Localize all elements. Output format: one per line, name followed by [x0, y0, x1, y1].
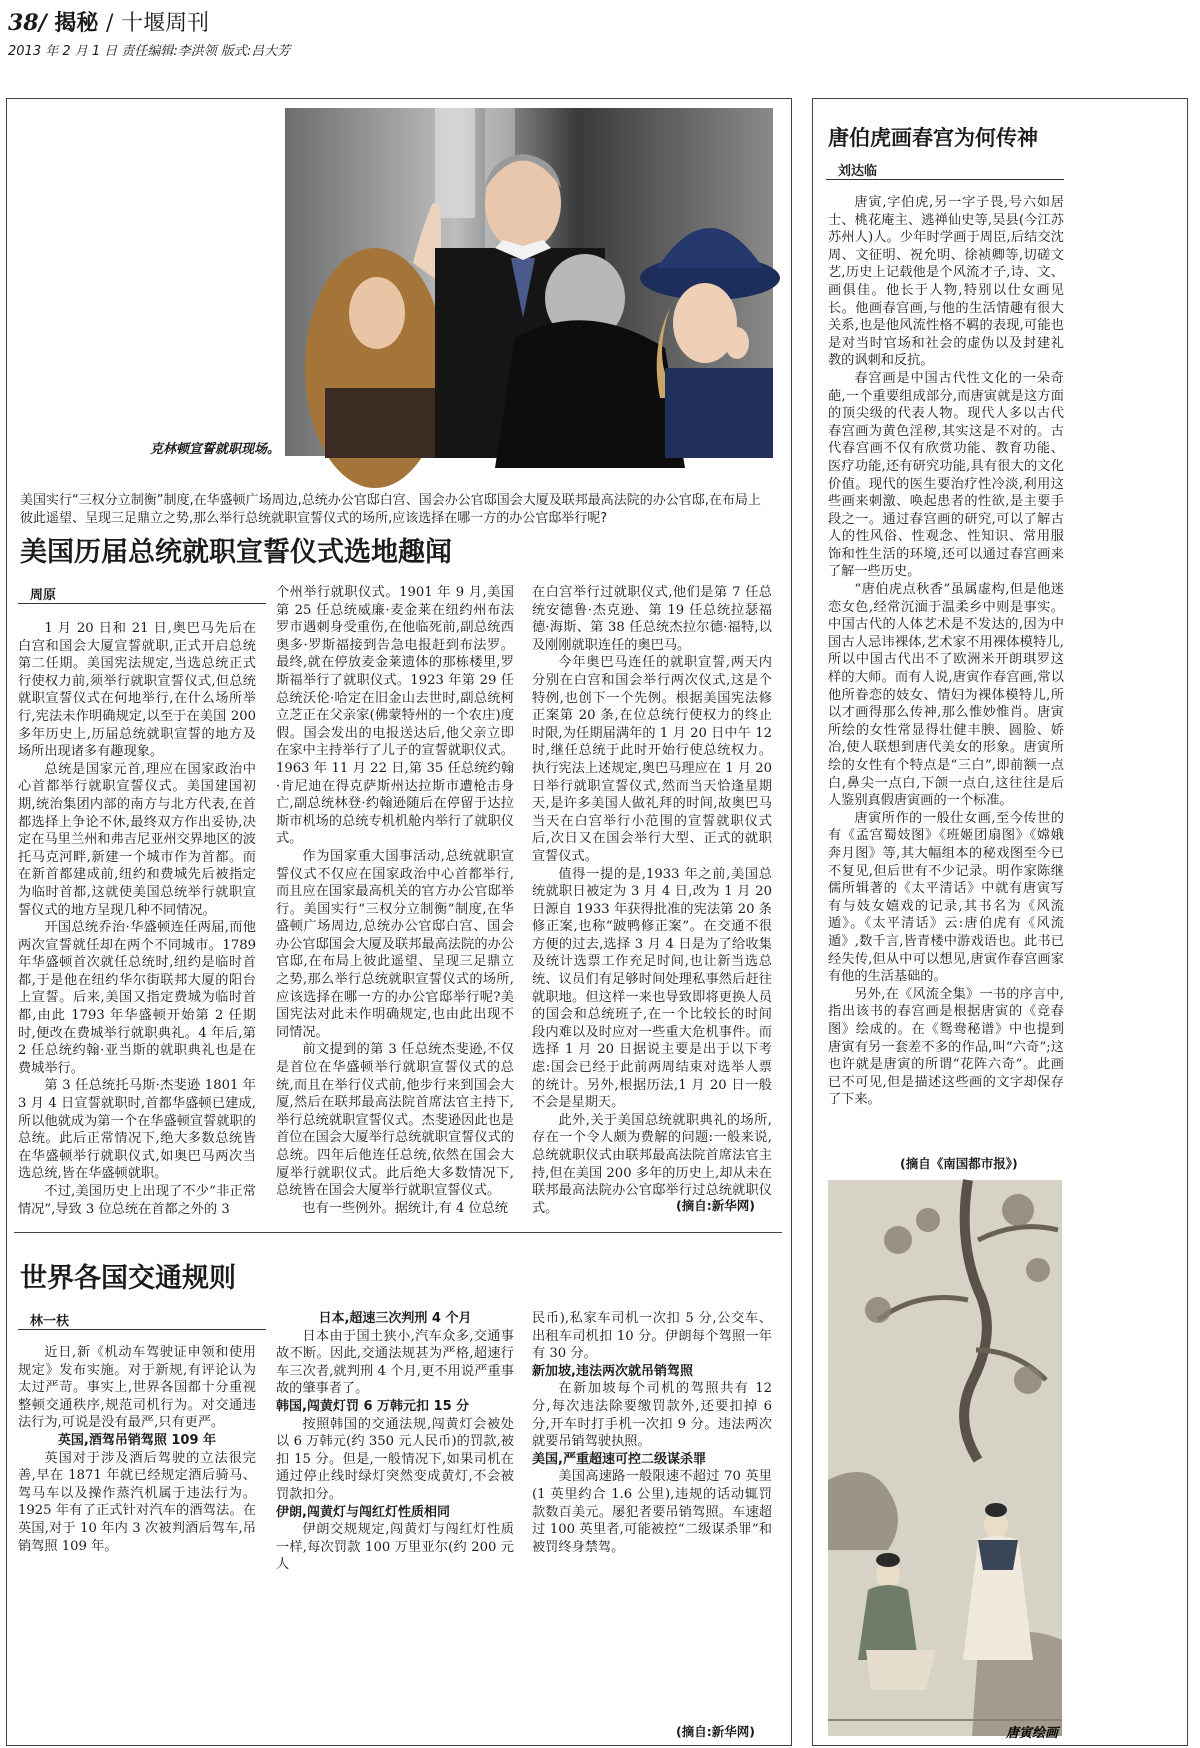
painting-art — [828, 1180, 1062, 1736]
article1-c1-p1: 1 月 20 日和 21 日,奥巴马先后在白宫和国会大厦宣誓就职,正式开启总统第二任期。美国宪法规定,当选总统正式行使权力前,须举行就职宣誓仪式,但总统就职宣誓仪式在何地举行,在什么场所举行,宪法未作明确规定,以至于在美国 200 多年历史上,历届总统就职宣誓的地方及场所出现诸多有趣现象。 — [18, 621, 256, 760]
article1-c3-p1: 在白宫举行过就职仪式,他们是第 7 任总统安德鲁·杰克逊、第 19 任总统拉瑟福德·海斯、第 38 任总统杰拉尔德·福特,以及刚刚就职连任的奥巴马。 — [532, 585, 772, 653]
painting-caption: 唐寅绘画 — [1006, 1726, 1059, 1741]
article2-p4: 唐寅所作的一般仕女画,至今传世的有《孟宫蜀妓图》《班姬团扇图》《嫦娥奔月图》等,其大幅组本的秘戏图至今已不复见,但后世有不少记录。明作家陈继儒所辑著的《太平清话》中就有唐寅写有与妓女嬉戏的记录,其书名为《风流遁》。《太平清话》云:唐伯虎有《风流遁》,数千言,皆青楼中游戏语也。此书已经失传,但从中可以想见,唐寅作春宫画家有他的生活基础的。 — [828, 810, 1064, 985]
article3-column-2 — [276, 1310, 514, 1736]
article3-c2-sub3: 伊朗,闯黄灯与闯红灯性质相同 — [276, 1504, 450, 1520]
article3-c2-p3: 伊朗交规规定,闯黄灯与闯红灯性质一样,每次罚款 100 万里亚尔(约 200 元人 — [276, 1522, 514, 1573]
page-header — [8, 6, 209, 37]
article1-source: (摘自:新华网) — [676, 1198, 755, 1213]
article1-column-1 — [18, 620, 256, 1216]
inauguration-photo — [285, 108, 773, 456]
article1-c1-p5: 不过,美国历史上出现了不少“非正常情况”,导致 3 位总统在首都之外的 3 — [18, 1184, 256, 1217]
header-slash: / — [106, 11, 114, 36]
article1-c3-p4: 此外,关于美国总统就职典礼的场所,存在一个令人颇为费解的问题:一般来说,总统就职仪式由联邦最高法院首席法官主持,但在美国 200 多年的历史上,却从未在联邦最高法院办公官邸举行过总统就职仪式。 — [532, 1112, 772, 1216]
article1-title: 美国历届总统就职宣誓仪式选地趣闻 — [20, 537, 452, 568]
photo-caption: 克林顿宣誓就职现场。 — [150, 442, 281, 457]
inauguration-photo-art — [285, 108, 773, 456]
article3-c1-p1: 近日,新《机动车驾驶证申领和使用规定》发布实施。对于新规,有评论认为太过严苛。事实上,世界各国都十分重视整顿交通秩序,规范司机行为。对交通违法行为,可说是没有最严,只有更严。 — [18, 1345, 256, 1431]
article2-p3: “唐伯虎点秋香”虽属虚构,但是他迷恋女色,经常沉湎于温柔乡中则是事实。中国古代的人体艺术是不发达的,因为中国古人忌讳裸体,艺术家不用裸体模特儿,所以中国古代出不了欧洲米开朗琪罗这样的大师。而有人说,唐寅作春宫画,常以他所眷恋的妓女、情妇为裸体模特儿,所以才画得那么传神,那么惟妙惟肖。唐寅所绘的女性常显得壮健丰腴、圆脸、娇冶,使人联想到唐代美女的形象。唐寅所绘的女性有个特点是“三白”,即前额一点白,鼻尖一点白,下颌一点白,这往往是后人鉴别真假唐寅画的一个标准。 — [828, 582, 1064, 809]
paper-name: 十堰周刊 — [121, 11, 210, 36]
article2-body — [828, 194, 1064, 1146]
article2-title: 唐伯虎画春宫为何传神 — [828, 125, 1038, 150]
article3-source: (摘自:新华网) — [676, 1724, 755, 1739]
article3-c3-p2: 在新加坡每个司机的驾照共有 12 分,每次违法除要缴罚款外,还要扣掉 6 分,开车时打手机一次扣 9 分。违法两次就要吊销驾驶执照。 — [532, 1381, 772, 1450]
article3-author: 林一枎 — [18, 1310, 266, 1330]
article1-c2-p4: 也有一些例外。据统计,有 4 位总统 — [302, 1200, 508, 1216]
article3-c2-p1: 日本由于国土狭小,汽车众多,交通事故不断。因此,交通法规甚为严格,超速行车三次者,就判刑 4 个月,更不用说严重事故的肇事者了。 — [276, 1328, 514, 1397]
article2-source: (摘自《南国都市报》) — [900, 1156, 1018, 1171]
article2-author: 刘达临 — [826, 160, 1064, 180]
article1-c2-p2: 作为国家重大国事活动,总统就职宣誓仪式不仅应在国家政治中心首都举行,而且应在国家最高机关的官方办公官邸举行。美国实行“三权分立制衡”制度,在华盛顿广场周边,总统办公官邸白宫、国会办公官邸国会大厦及联邦最高法院的办公官邸,在布局上彼此遥望、呈现三足鼎立之势,那么举行总统就职宣誓仪式的场所,应该选择在哪一方的办公官邸举行呢?美国宪法对此未作明确规定,也由此出现不同情况。 — [276, 848, 514, 1040]
article3-c2-sub1: 日本,超速三次判刑 4 个月 — [318, 1311, 472, 1326]
article3-title: 世界各国交通规则 — [20, 1263, 236, 1294]
article2-p1: 唐寅,字伯虎,另一字子畏,号六如居士、桃花庵主、逃禅仙史等,吴县(今江苏苏州人)人。少年时学画于周臣,后结交沈周、文征明、祝允明、徐祯卿等,切磋文艺,历史上记载他是个风流才子,诗、文、画俱佳。他长于人物,特别以仕女画见长。他画春宫画,与他的生活情趣有很大关系,也是他风流性格不羁的表现,可能也是对当时官场和社会的虚伪以及封建礼教的讽刺和反抗。 — [828, 195, 1064, 369]
article3-c3-p3: 美国高速路一般限速不超过 70 英里(1 英里约合 1.6 公里),违规的话动辄罚款数百美元。屡犯者要吊销驾照。车速超过 100 英里者,可能被控“二级谋杀罪”和被罚终身禁驾。 — [532, 1469, 772, 1555]
article1-c1-p3: 开国总统乔治·华盛顿连任两届,而他两次宣誓就任却在两个不同城市。1789 年华盛顿首次就任总统时,纽约是临时首都,于是他在纽约华尔街联邦大厦的阳台上宣誓。后来,美国又指定费城为临时首都,由此 1793 年华盛顿开始第 2 任期时,便改在费城举行就职典礼。4 年后,第 2 任总统约翰·亚当斯的就职典礼也是在费城举行。 — [18, 920, 256, 1076]
article1-author: 周原 — [18, 584, 266, 604]
article3-c3-sub1: 新加坡,违法两次就吊销驾照 — [532, 1363, 693, 1379]
article2-p5: 另外,在《风流全集》一书的序言中,指出该书的春宫画是根据唐寅的《竞春图》绘成的。在《鸳鸯秘谱》中也提到唐寅有另一套差不多的作品,叫“六奇”;这也许就是唐寅的所谓“花阵六奇”。此画已不可见,但是描述这些画的文字却保存了下来。 — [828, 986, 1064, 1108]
article1-c3-p3: 值得一提的是,1933 年之前,美国总统就职日被定为 3 月 4 日,改为 1 月 20 日源自 1933 年获得批准的宪法第 20 条修正案,也称“跛鸭修正案”。在交通不很方便的过去,选择 3 月 4 日是为了给收集及统计选票工作充足时间,也让新当选总统、议员们有足够时间处理私事然后赶往就职地。但这样一来也导致即将更换人员的国会和总统班子,在一个比较长的时间段内难以及时应对一些重大危机事件。而选择 1 月 20 日据说主要是出于以下考虑:国会已经于此前两周结束对选举人票的统计。另外,根据历法,1 月 20 日一般不会是星期天。 — [532, 866, 772, 1111]
article3-column-3 — [532, 1310, 772, 1720]
article1-c2-p3: 前文提到的第 3 任总统杰斐逊,不仅是首位在华盛顿举行就职宣誓仪式的总统,而且在举行仪式前,他步行来到国会大厦,然后在联邦最高法院首席法官主持下,举行总统就职宣誓仪式。杰斐逊因此也是首位在国会大厦举行总统就职宣誓仪式的总统。四年后他连任总统,依然在国会大厦举行就职仪式。此后绝大多数情况下,总统皆在国会大厦举行就职宣誓仪式。 — [276, 1042, 514, 1199]
article1-c3-p2: 今年奥巴马连任的就职宣誓,两天内分别在白宫和国会举行两次仪式,这是个特例,也创下一个先例。根据美国宪法修正案第 20 条,在位总统行使权力的终止时限,为任期届满年的 1 月 20 日中午 12 时,继任总统于此时开始行使总统权力。执行宪法上述规定,奥巴马理应在 1 月 20 日举行就职宣誓仪式,然而当天恰逢星期天,是许多美国人做礼拜的时间,故奥巴马当天在白宫举行小范围的宣誓就职仪式后,次日又在国会举行大型、正式的就职宣誓仪式。 — [532, 655, 772, 864]
article3-c1-p2: 英国对于涉及酒后驾驶的立法很完善,早在 1871 年就已经规定酒后骑马、驾马车以及操作蒸汽机属于违法行为。1925 年有了正式针对汽车的酒驾法。在英国,对于 10 年内 3 次被判酒后驾车,吊销驾照 109 年。 — [18, 1450, 256, 1554]
tang-yin-painting — [828, 1180, 1062, 1736]
article3-column-1 — [18, 1344, 256, 1736]
article-divider — [14, 1232, 782, 1233]
article3-c3-sub2: 美国,严重超速可控二级谋杀罪 — [532, 1451, 706, 1467]
article3-c2-sub2: 韩国,闯黄灯罚 6 万韩元扣 15 分 — [276, 1398, 470, 1414]
page-number: 38/ — [8, 10, 47, 36]
section-name: 揭秘 — [54, 11, 99, 36]
date-editor-line: 2013 年 2 月 1 日 责任编辑:李洪领 版式:吕大芳 — [8, 44, 291, 59]
article1-lead: 美国实行“三权分立制衡”制度,在华盛顿广场周边,总统办公官邸白宫、国会办公官邸国会大厦及联邦最高法院的办公官邸,在布局上彼此遥望、呈现三足鼎立之势,那么举行总统就职宣誓仪式的场所,应该选择在哪一方的办公官邸举行呢? — [20, 493, 761, 526]
article1-c2-p1: 个州举行就职仪式。1901 年 9 月,美国第 25 任总统威廉·麦金莱在纽约州布法罗市遇刺身受重伤,在他临死前,副总统西奥多·罗斯福接到告急电报赶到布法罗。最终,就在停放麦金莱遗体的那栋楼里,罗斯福举行了就职仪式。1923 年第 29 任总统沃伦·哈定在旧金山去世时,副总统柯立芝正在父亲家(佛蒙特州的一个农庄)度假。国会发出的电报送达后,他父亲立即在家中主持举行了儿子的宣誓就职仪式。1963 年 11 月 22 日,第 35 任总统约翰·肯尼迪在得克萨斯州达拉斯市遭枪击身亡,副总统林登·约翰逊随后在停留于达拉斯市机场的总统专机机舱内举行了就职仪式。 — [276, 585, 514, 847]
article3-c2-p2: 按照韩国的交通法规,闯黄灯会被处以 6 万韩元(约 350 元人民币)的罚款,被扣 15 分。但是,一般情况下,如果司机在通过停止线时绿灯突然变成黄灯,不会被罚款扣分。 — [276, 1416, 514, 1502]
article3-c3-p1: 民币),私家车司机一次扣 5 分,公交车、出租车司机扣 10 分。伊朗每个驾照一年有 30 分。 — [532, 1311, 772, 1362]
article1-c1-p4: 第 3 任总统托马斯·杰斐逊 1801 年 3 月 4 日宣誓就职时,首都华盛顿已建成,所以他就成为第一个在华盛顿宣誓就职的总统。此后正常情况下,绝大多数总统皆在华盛顿举行就职仪式,如奥巴马两次当选总统,皆在华盛顿就职。 — [18, 1078, 256, 1182]
article1-column-2 — [276, 584, 514, 1216]
article3-c1-sub1: 英国,酒驾吊销驾照 109 年 — [57, 1432, 217, 1448]
article2-p2: 春宫画是中国古代性文化的一朵奇葩,一个重要组成部分,而唐寅就是这方面的顶尖级的代表人物。现代人多以古代春宫画为黄色淫秽,其实这是不对的。古代春宫画不仅有欣赏功能、教育功能、医疗功能,还有研究功能,具有很大的文化价值。现代的医生要治疗性冷淡,利用这些画来刺激、唤起患者的性欲,是主要手段之一。通过春宫画的研究,可以了解古人的性风俗、性观念、性知识、常用服饰和性生活的环境,还可以通过春宫画来了解一些历史。 — [828, 370, 1064, 580]
article1-c1-p2: 总统是国家元首,理应在国家政治中心首都举行就职宣誓仪式。美国建国初期,统治集团内部的南方与北方代表,在首都选择上争论不休,最终双方作出妥协,决定在马里兰州和弗吉尼亚州交界地区的波托马克河畔,新建一个城市作为首都。而在新首都建成前,纽约和费城先后被指定为临时首都,这就使美国总统举行就职宣誓仪式的地方呈现几种不同情况。 — [18, 761, 256, 918]
